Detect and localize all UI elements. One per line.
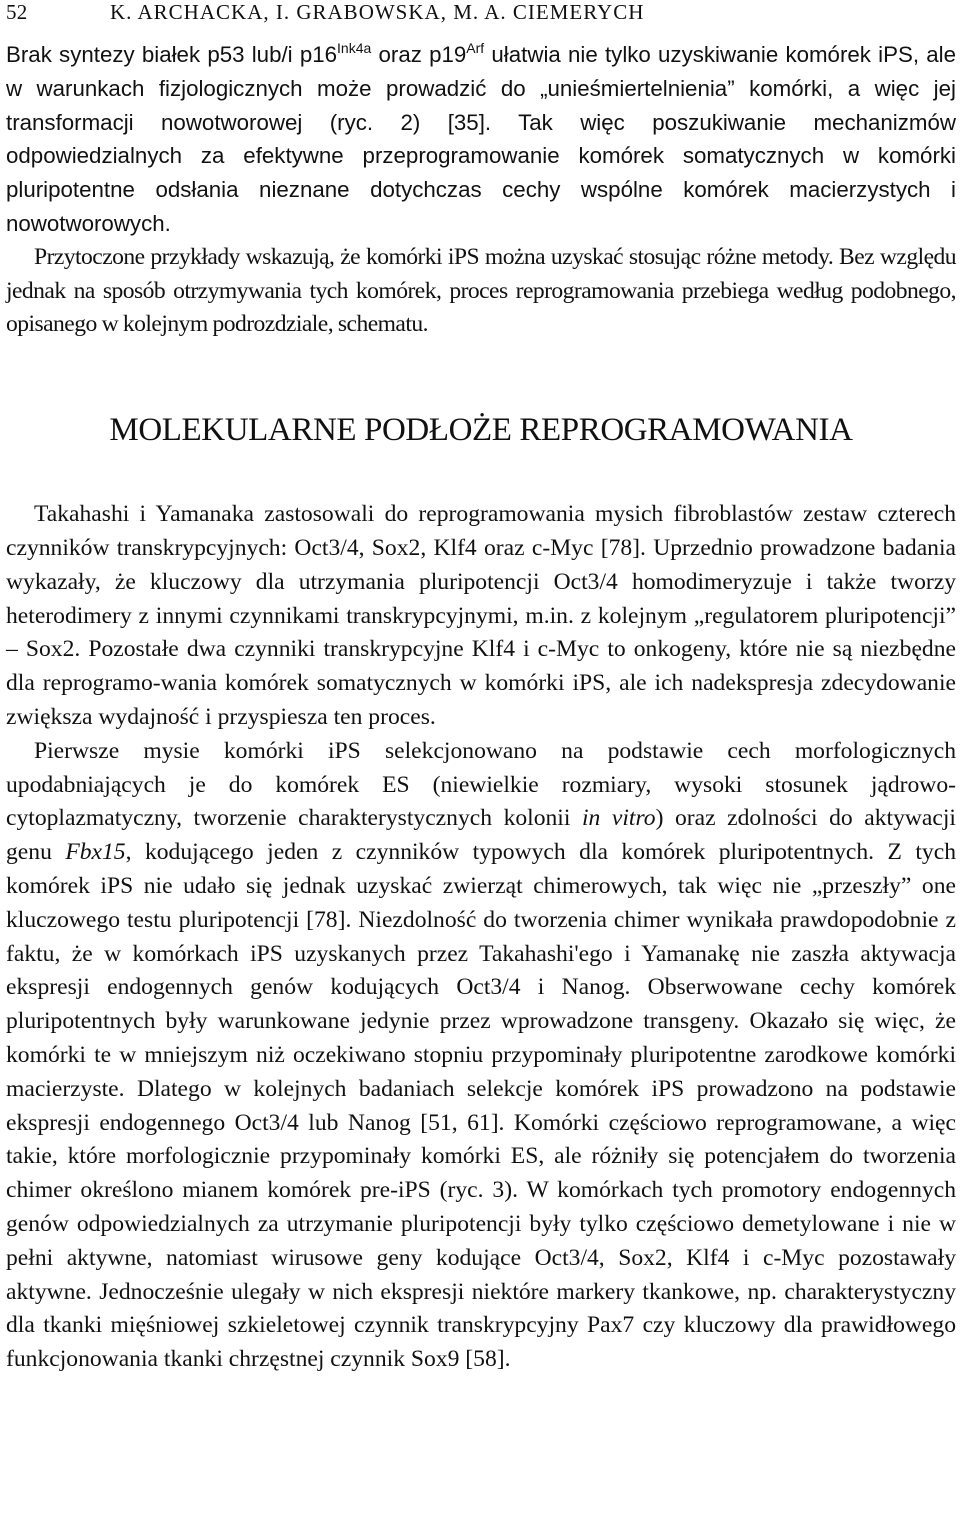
spacer bbox=[6, 342, 956, 410]
intro-paragraph-1 bbox=[6, 38, 956, 241]
spacer bbox=[6, 450, 956, 498]
running-head-authors: K. ARCHACKA, I. GRABOWSKA, M. A. CIEMERYCH bbox=[110, 0, 645, 24]
p1-superscript-arf: Arf bbox=[466, 40, 485, 56]
p1-text-a: Brak syntezy białek p53 lub/i p16 bbox=[6, 42, 338, 67]
intro-paragraph-2: Przytoczone przykłady wskazują, że komórki iPS można uzyskać stosując różne metody. Bez względu jednak na sposób otrzymywania tych komórek, proces reprogramowania przebiega według podobnego, opisanego w kolejnym podrozdziale, schematu. bbox=[6, 243, 956, 338]
running-head bbox=[6, 0, 956, 38]
section-heading: MOLEKULARNE PODŁOŻE REPROGRAMOWANIA bbox=[109, 412, 853, 449]
document-page bbox=[6, 0, 956, 1377]
section-paragraph-2 bbox=[6, 735, 956, 1377]
p2-text-a: Pierwsze mysie komórki iPS selekcjonowano na podstawie cech morfologicznych upodabniających je do komórek ES (niewielkie rozmiary, wysoki stosunek jądrowo-cytoplazmatyczny, tworzenie charakterystycznych kolonii bbox=[6, 737, 956, 832]
p2-text-c: , kodującego jeden z czynników typowych dla komórek pluripotentnych. Z tych komórek iPS nie udało się jednak uzyskać zwierząt chimerowych, tak więc nie „przeszły” one kluczowego testu pluripotencji [78]. Niezdolność do tworzenia chimer wynikała prawdopodobnie z faktu, że w komórkach iPS uzyskanych przez Takahashi'ego i Yamanakę nie zaszła aktywacja ekspresji endogennych genów kodujących Oct3/4 i Nanog. Obserwowane cechy komórek pluripotentnych były warunkowane jedynie przez wprowadzone transgeny. Okazało się więc, że komórki te w mniejszym niż oczekiwano stopniu przypominały pluripotentne zarodkowe komórki macierzyste. Dlatego w kolejnych badaniach selekcje komórek iPS prowadzono na podstawie ekspresji endogennego Oct3/4 lub Nanog [51, 61]. Komórki częściowo reprogramowane, a więc takie, które morfologicznie przypominały komórki ES, ale różniły się potencjałem do tworzenia chimer określono mianem komórek pre-iPS (ryc. 3). W komórkach tych promotory endogennych genów odpowiedzialnych za utrzymanie pluripotencji były tylko częściowo demetylowane i nie w pełni aktywne, natomiast wirusowe geny kodujące Oct3/4, Sox2, Klf4 i c-Myc pozostawały aktywne. Jednocześnie ulegały w nich ekspresji niektóre markery tkankowe, np. charakterystyczny dla tkanki mięśniowej szkieletowej czynnik transkrypcyjny Pax7 czy kluczowy dla prawidłowego funkcjonowania tkanki chrzęstnej czynnik Sox9 [58]. bbox=[6, 839, 956, 1373]
intro-block bbox=[6, 38, 956, 241]
page-number: 52 bbox=[6, 0, 28, 24]
p2-italic-in-vitro: in vitro bbox=[581, 805, 656, 832]
p1-text-b: oraz p19 bbox=[371, 42, 467, 67]
p1-superscript-ink4a: Ink4a bbox=[337, 40, 372, 56]
section-paragraph-1: Takahashi i Yamanaka zastosowali do reprogramowania mysich fibroblastów zestaw czterech czynników transkrypcyjnych: Oct3/4, Sox2, Klf4 oraz c-Myc [78]. Uprzednio prowadzone badania wykazały, że kluczowy dla utrzymania pluripotencji Oct3/4 homodimeryzuje i także tworzy heterodimery z innymi czynnikami transkrypcyjnymi, m.in. z kolejnym „regulatorem pluripotencji” – Sox2. Pozostałe dwa czynniki transkrypcyjne Klf4 i c-Myc to onkogeny, które nie są niezbędne dla reprogramo-wania komórek somatycznych w komórki iPS, ale ich nadekspresja zdecydowanie zwiększa wydajność i przyspiesza ten proces. bbox=[6, 501, 956, 730]
p1-text-c: ułatwia nie tylko uzyskiwanie komórek iPS, ale w warunkach fizjologicznych może prowadzić do „unieśmiertelnienia” komórki, a więc jej transformacji nowotworowej (ryc. 2) [35]. Tak więc poszukiwanie mechanizmów odpowiedzialnych za efektywne przeprogramowanie komórek somatycznych w komórki pluripotentne odsłania nieznane dotychczas cechy wspólne komórek macierzystych i nowotworowych. bbox=[6, 42, 956, 236]
p2-italic-gene-name: Fbx15 bbox=[65, 839, 126, 866]
p2-text-b: ) oraz zdolności do aktywacji genu bbox=[6, 805, 956, 866]
